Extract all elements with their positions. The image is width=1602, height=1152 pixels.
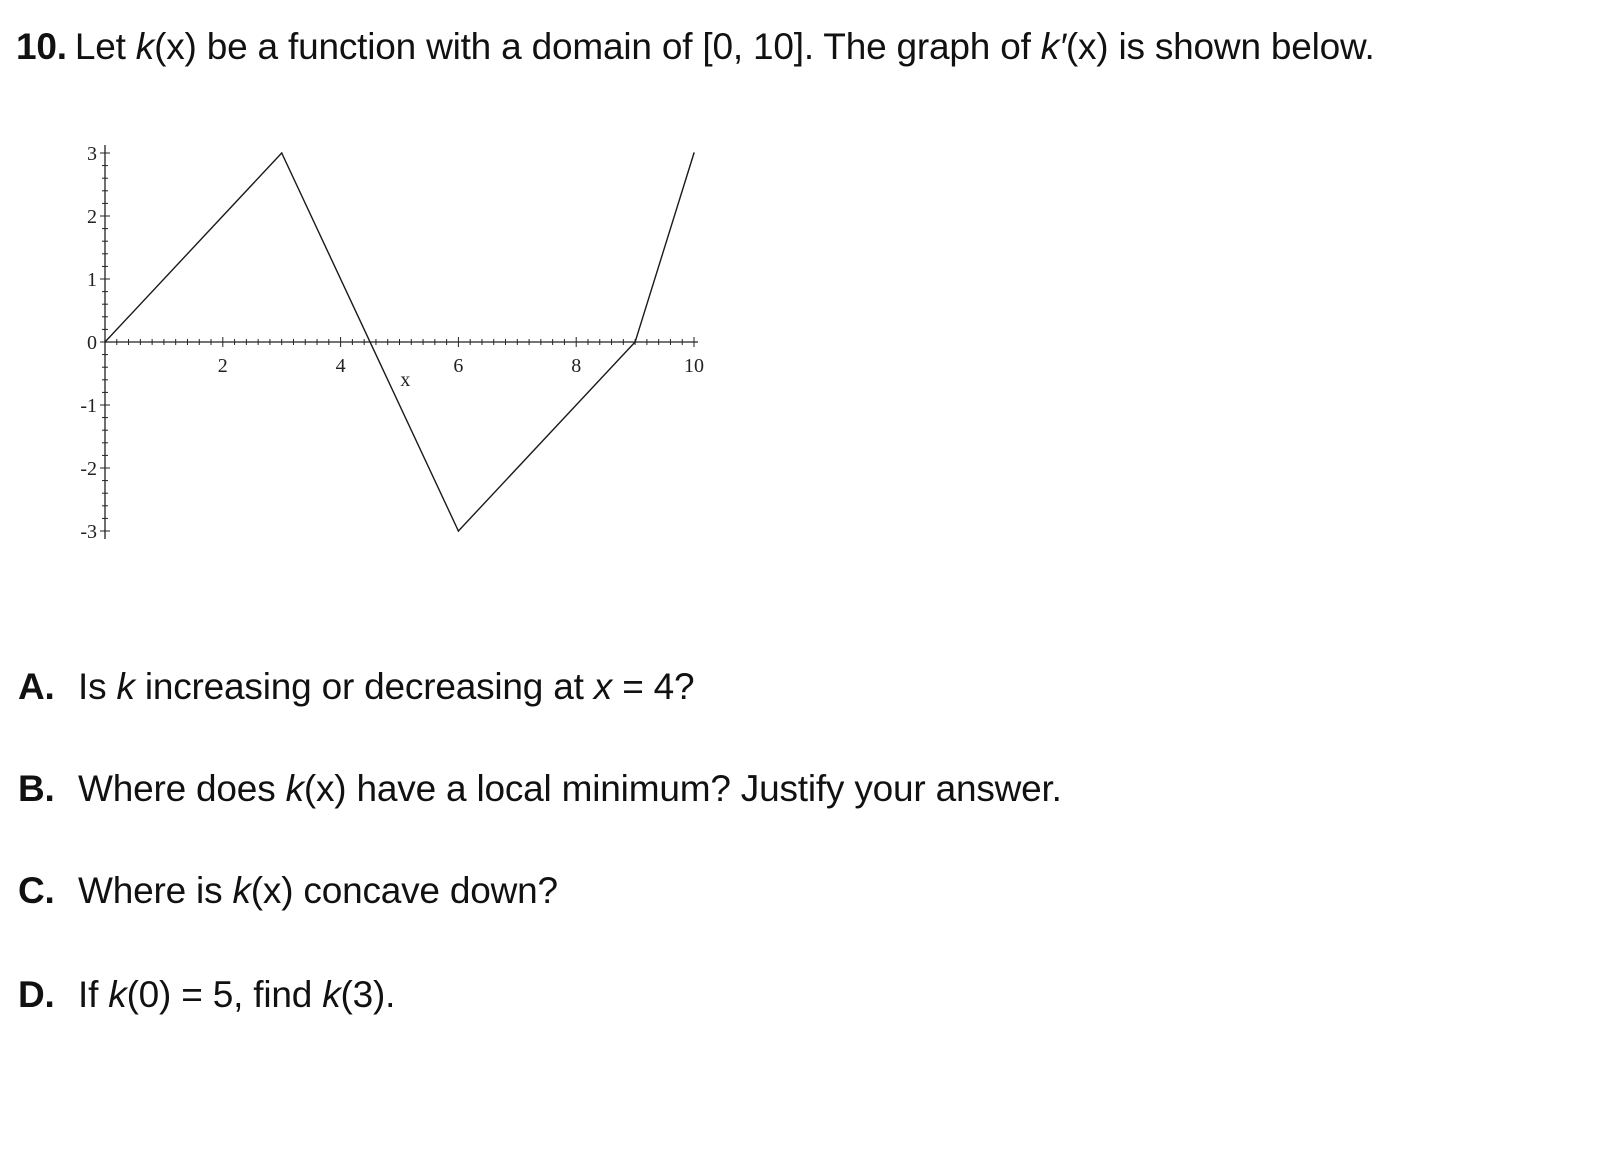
- x-tick-label: 4: [335, 355, 346, 377]
- part-a-italic-2: x: [593, 666, 613, 707]
- y-tick-label: -1: [80, 395, 97, 417]
- part-c-italic-1: k: [232, 870, 251, 911]
- x-tick-label: 10: [684, 355, 704, 377]
- series-vertex: [458, 530, 460, 532]
- part-a: [18, 666, 694, 708]
- x-axis-label: x: [400, 369, 411, 391]
- part-a-text-1: Is: [78, 666, 117, 707]
- x-tick-label: 6: [453, 355, 464, 377]
- part-d-text-3: (3).: [340, 974, 396, 1015]
- part-c-text-2: (x) concave down?: [250, 870, 558, 911]
- part-a-text-3: = 4?: [612, 666, 695, 707]
- part-c-text-1: Where is: [78, 870, 233, 911]
- x-tick-label: 8: [571, 355, 582, 377]
- series-vertex: [104, 341, 106, 343]
- series-vertex: [693, 152, 695, 154]
- chart-svg: [0, 0, 760, 600]
- derivative-name: k′: [1040, 26, 1066, 67]
- y-tick-label: 1: [87, 269, 97, 291]
- question-text-3: (x) is shown below.: [1065, 26, 1375, 67]
- question-number: 10.: [16, 26, 67, 67]
- series-vertex: [634, 341, 636, 343]
- function-name: k: [135, 26, 155, 67]
- x-tick-label: 2: [217, 355, 228, 377]
- part-c: [18, 870, 558, 912]
- part-b: [18, 768, 1062, 810]
- y-tick-label: 0: [87, 332, 97, 354]
- part-d-text-2: (0) = 5, find: [126, 974, 323, 1015]
- y-tick-label: -2: [80, 458, 97, 480]
- part-a-text-2: increasing or decreasing at: [134, 666, 594, 707]
- question-text-1: Let: [74, 26, 136, 67]
- y-tick-label: 2: [87, 206, 97, 228]
- part-b-letter: B.: [18, 768, 55, 809]
- part-b-text-2: (x) have a local minimum? Justify your answer.: [303, 768, 1062, 809]
- part-d: [18, 974, 395, 1016]
- part-a-italic-1: k: [116, 666, 135, 707]
- derivative-graph: [0, 0, 760, 600]
- series-vertex: [281, 152, 283, 154]
- part-a-letter: A.: [18, 666, 55, 707]
- question-text-2: (x) be a function with a domain of [0, 10]. The graph of: [154, 26, 1041, 67]
- y-tick-label: 3: [87, 143, 97, 165]
- part-d-italic-2: k: [322, 974, 341, 1015]
- part-d-letter: D.: [18, 974, 55, 1015]
- y-tick-label: -3: [80, 521, 97, 543]
- part-d-italic-1: k: [108, 974, 127, 1015]
- part-c-letter: C.: [18, 870, 55, 911]
- part-b-italic-1: k: [285, 768, 304, 809]
- part-d-text-1: If: [78, 974, 109, 1015]
- part-b-text-1: Where does: [78, 768, 286, 809]
